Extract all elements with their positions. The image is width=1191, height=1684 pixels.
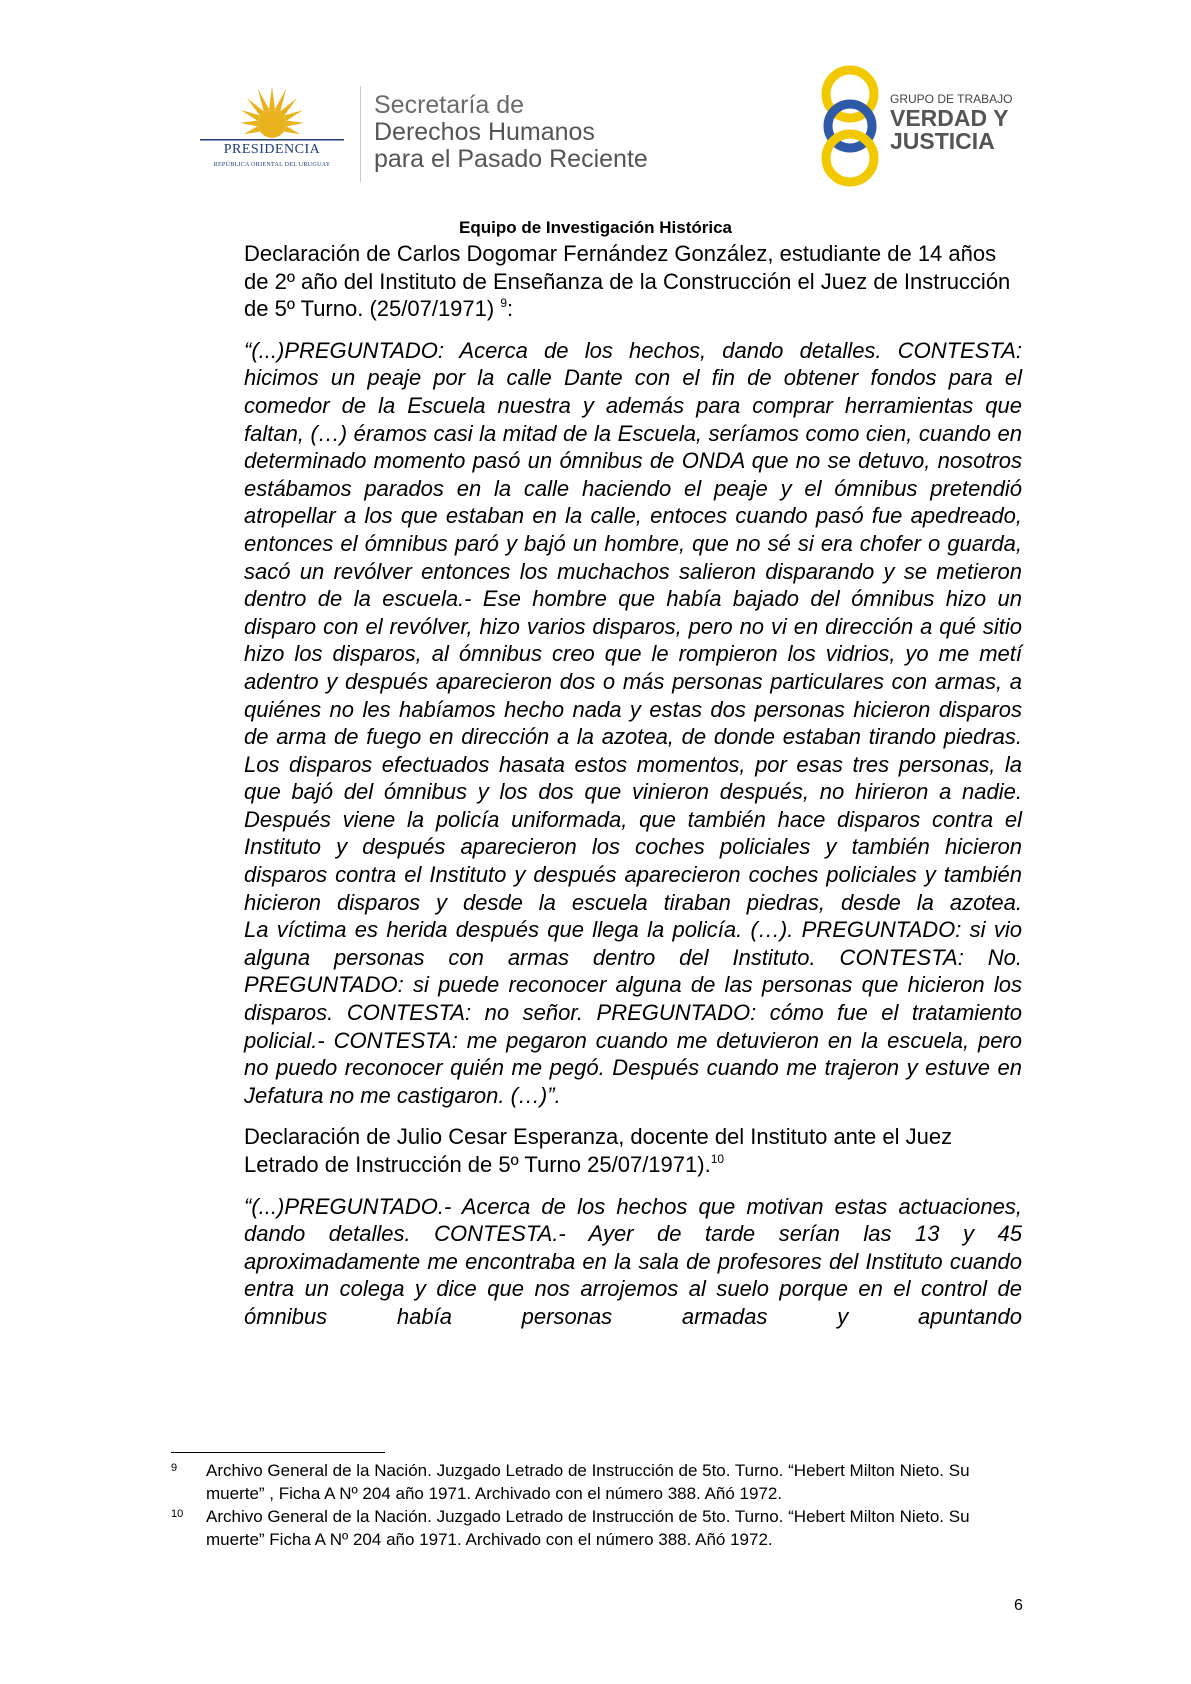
footnote-ref-9[interactable]: 9 xyxy=(500,296,508,311)
secretaria-line-1: Secretaría de xyxy=(374,91,525,119)
footnotes xyxy=(171,1459,1026,1551)
presidencia-name: PRESIDENCIA xyxy=(223,142,321,157)
secretaria-line-3: para el Pasado Reciente xyxy=(374,145,648,173)
declaration-1-intro xyxy=(244,240,1022,323)
declaration-1-intro-text: Declaración de Carlos Dogomar Fernández González, estudiante de 14 años de 2º año del Instituto de Enseñanza de la Construcción el Juez de Instrucción de 5º Turno. (25/07/1971) xyxy=(244,241,1011,322)
team-title: Equipo de Investigación Histórica xyxy=(459,218,732,237)
rings-emblem-icon xyxy=(810,64,890,188)
page-number: 6 xyxy=(1014,1597,1023,1614)
presidencia-subtitle: REPÚBLICA ORIENTAL DEL URUGUAY xyxy=(213,162,331,168)
declaration-2-quote: “(...)PREGUNTADO.- Acerca de los hechos que motivan estas actuaciones, dando detalles. CONTESTA.- Ayer de tarde serían las 13 y 45 aproximadamente me encontraba en la sala de profesores del Instituto cuando entra un colega y dice que nos arrojemos al suelo porque en el control de ómnibus había personas armadas y apuntando xyxy=(244,1193,1022,1329)
footnote-separator xyxy=(171,1452,385,1453)
sun-emblem-icon xyxy=(196,84,348,144)
declaration-2-intro-text: Declaración de Julio Cesar Esperanza, docente del Instituto ante el Juez Letrado de Instrucción de 5º Turno 25/07/1971). xyxy=(244,1124,953,1177)
footnote-ref-10[interactable]: 10 xyxy=(710,1152,725,1166)
header-divider xyxy=(360,86,361,182)
declaration-1-quote-part-2: La víctima es herida después que llega la policía. (…). PREGUNTADO: si vio alguna personas con armas dentro del Instituto. CONTESTA: No. PREGUNTADO: si puede reconocer alguna de las personas que hicieron los disparos. CONTESTA: no señor. PREGUNTADO: cómo fue el tratamiento policial.- CONTESTA: me pegaron cuando me detuvieron en la escuela, pero no puedo reconocer quién me pegó. Después cuando me trajeron y estuve en Jefatura no me castigaron. (…)”. xyxy=(244,917,1022,1108)
secretaria-line-2: Derechos Humanos xyxy=(374,118,595,146)
footnote-number: 10 xyxy=(171,1508,184,1520)
gtvj-line-3: JUSTICIA xyxy=(890,128,995,154)
declaration-1-intro-end: : xyxy=(507,296,514,322)
presidencia-logo xyxy=(196,84,348,176)
footnote-text: Archivo General de la Nación. Juzgado Letrado de Instrucción de 5to. Turno. “Hebert Milton Nieto. Su muerte” , Ficha A Nº 204 año 1971. Archivado con el número 388. Añó 1972. xyxy=(206,1461,970,1503)
verdad-justicia-logo xyxy=(810,64,1040,188)
declaration-1-quote-part-1: “(...)PREGUNTADO: Acerca de los hechos, dando detalles. CONTESTA: hicimos un peaje por la calle Dante con el fin de obtener fondos para el comedor de la Escuela nuestra y además para comprar herramientas que faltan, (…) éramos casi la mitad de la Escuela, seríamos como cien, cuando en determinado momento pasó un ómnibus de ONDA que no se detuvo, nosotros estábamos parados en la calle haciendo el peaje y el ómnibus pretendió atropellar a los que estaban en la calle, entoces cuando pasó fue apedreado, entonces el ómnibus paró y bajó un hombre, que no sé si era chofer o guarda, sacó un revólver entonces los muchachos salieron disparando y se metieron dentro de la escuela.- Ese hombre que había bajado del ómnibus hizo un disparo con el revólver, hizo varios disparos, pero no vi en dirección a qué sitio hizo los disparos, al ómnibus creo que le rompieron los vidrios, yo me metí adentro y después aparecieron dos o más personas particulares con armas, a quiénes no les habíamos hecho nada y estas dos personas hicieron disparos de arma de fuego en dirección a la azotea, de donde estaban tirando piedras. Los disparos efectuados hasata estos momentos, por esas tres personas, la que bajó del ómnibus y los dos que vinieron después, no hirieron a nadie. Después viene la policía uniformada, que también hace disparos contra el Instituto y después aparecieron los coches policiales y también hicieron disparos contra el Instituto y después aparecieron coches policiales y también hicieron disparos y desde la escuela tiraban piedras, desde la azotea. xyxy=(244,337,1022,915)
footnote-text: Archivo General de la Nación. Juzgado Letrado de Instrucción de 5to. Turno. “Hebert Milton Nieto. Su muerte” Ficha A Nº 204 año 1971. Archivado con el número 388. Añó 1972. xyxy=(206,1507,970,1549)
footnote-number: 9 xyxy=(171,1462,178,1474)
gtvj-line-1: GRUPO DE TRABAJO xyxy=(890,92,1013,106)
gtvj-line-2: VERDAD Y xyxy=(890,105,1009,131)
secretaria-title xyxy=(374,92,648,173)
footnote-9 xyxy=(171,1459,1026,1505)
footnote-10 xyxy=(171,1505,1026,1551)
declaration-2-intro xyxy=(244,1123,1022,1178)
document-body xyxy=(244,240,1022,1331)
